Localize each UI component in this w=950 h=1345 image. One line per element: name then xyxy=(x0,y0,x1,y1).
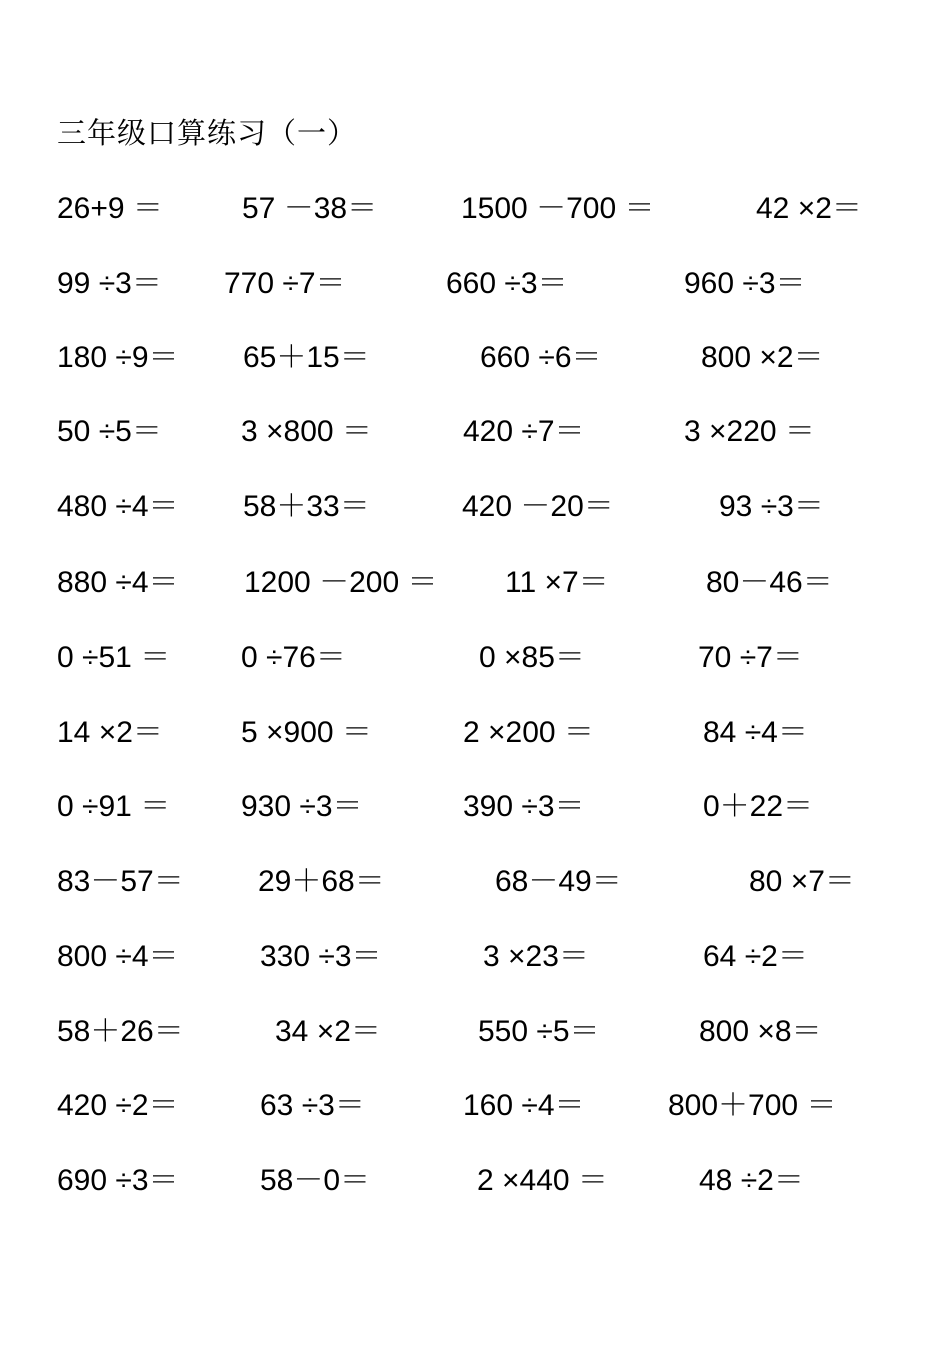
problem-9-3: 390 ÷3＝ xyxy=(463,790,585,823)
problem-13-2: 63 ÷3＝ xyxy=(260,1089,365,1122)
problem-9-2: 930 ÷3＝ xyxy=(241,790,363,823)
problem-4-4: 3 ×220 ＝ xyxy=(684,415,815,448)
problem-2-2: 770 ÷7＝ xyxy=(224,267,346,300)
problem-7-3: 0 ×85＝ xyxy=(479,641,585,674)
problem-14-1: 690 ÷3＝ xyxy=(57,1164,179,1197)
problem-4-3: 420 ÷7＝ xyxy=(463,415,585,448)
problem-10-2: 29＋68＝ xyxy=(258,865,385,898)
problem-1-2: 57 －38＝ xyxy=(242,192,378,225)
problem-12-4: 800 ×8＝ xyxy=(699,1015,822,1048)
problem-9-4: 0＋22＝ xyxy=(703,790,814,823)
problem-8-4: 84 ÷4＝ xyxy=(703,716,808,749)
problem-11-4: 64 ÷2＝ xyxy=(703,940,808,973)
problem-4-1: 50 ÷5＝ xyxy=(57,415,162,448)
problem-7-2: 0 ÷76＝ xyxy=(241,641,346,674)
problem-2-4: 960 ÷3＝ xyxy=(684,267,806,300)
problem-8-1: 14 ×2＝ xyxy=(57,716,163,749)
problem-13-1: 420 ÷2＝ xyxy=(57,1089,179,1122)
problem-10-4: 80 ×7＝ xyxy=(749,865,855,898)
problem-13-4: 800＋700 ＝ xyxy=(668,1089,837,1122)
problem-14-2: 58－0＝ xyxy=(260,1164,371,1197)
problem-10-1: 83－57＝ xyxy=(57,865,184,898)
problem-13-3: 160 ÷4＝ xyxy=(463,1089,585,1122)
problem-8-2: 5 ×900 ＝ xyxy=(241,716,372,749)
problem-5-3: 420 －20＝ xyxy=(462,490,614,523)
problem-6-1: 880 ÷4＝ xyxy=(57,566,179,599)
problem-10-3: 68－49＝ xyxy=(495,865,622,898)
problem-11-2: 330 ÷3＝ xyxy=(260,940,382,973)
problem-3-1: 180 ÷9＝ xyxy=(57,341,179,374)
problem-1-4: 42 ×2＝ xyxy=(756,192,862,225)
problem-5-2: 58＋33＝ xyxy=(243,490,370,523)
problem-11-3: 3 ×23＝ xyxy=(483,940,589,973)
problem-6-3: 11 ×7＝ xyxy=(505,566,609,599)
problem-11-1: 800 ÷4＝ xyxy=(57,940,179,973)
problem-12-3: 550 ÷5＝ xyxy=(478,1015,600,1048)
problem-1-3: 1500 －700 ＝ xyxy=(461,192,655,225)
problem-14-4: 48 ÷2＝ xyxy=(699,1164,804,1197)
problem-4-2: 3 ×800 ＝ xyxy=(241,415,372,448)
problem-3-2: 65＋15＝ xyxy=(243,341,370,374)
problem-6-2: 1200 －200 ＝ xyxy=(244,566,438,599)
problem-12-2: 34 ×2＝ xyxy=(275,1015,381,1048)
problem-3-4: 800 ×2＝ xyxy=(701,341,824,374)
problem-9-1: 0 ÷91 ＝ xyxy=(57,790,171,823)
problem-5-4: 93 ÷3＝ xyxy=(719,490,824,523)
problem-5-1: 480 ÷4＝ xyxy=(57,490,179,523)
problem-6-4: 80－46＝ xyxy=(706,566,833,599)
problem-8-3: 2 ×200 ＝ xyxy=(463,716,594,749)
problem-7-4: 70 ÷7＝ xyxy=(698,641,803,674)
problem-2-1: 99 ÷3＝ xyxy=(57,267,162,300)
problem-3-3: 660 ÷6＝ xyxy=(480,341,602,374)
problem-12-1: 58＋26＝ xyxy=(57,1015,184,1048)
problem-14-3: 2 ×440 ＝ xyxy=(477,1164,608,1197)
problem-7-1: 0 ÷51 ＝ xyxy=(57,641,171,674)
page-title: 三年级口算练习（一） xyxy=(57,116,358,150)
problem-1-1: 26+9 ＝ xyxy=(57,192,163,225)
problem-2-3: 660 ÷3＝ xyxy=(446,267,568,300)
